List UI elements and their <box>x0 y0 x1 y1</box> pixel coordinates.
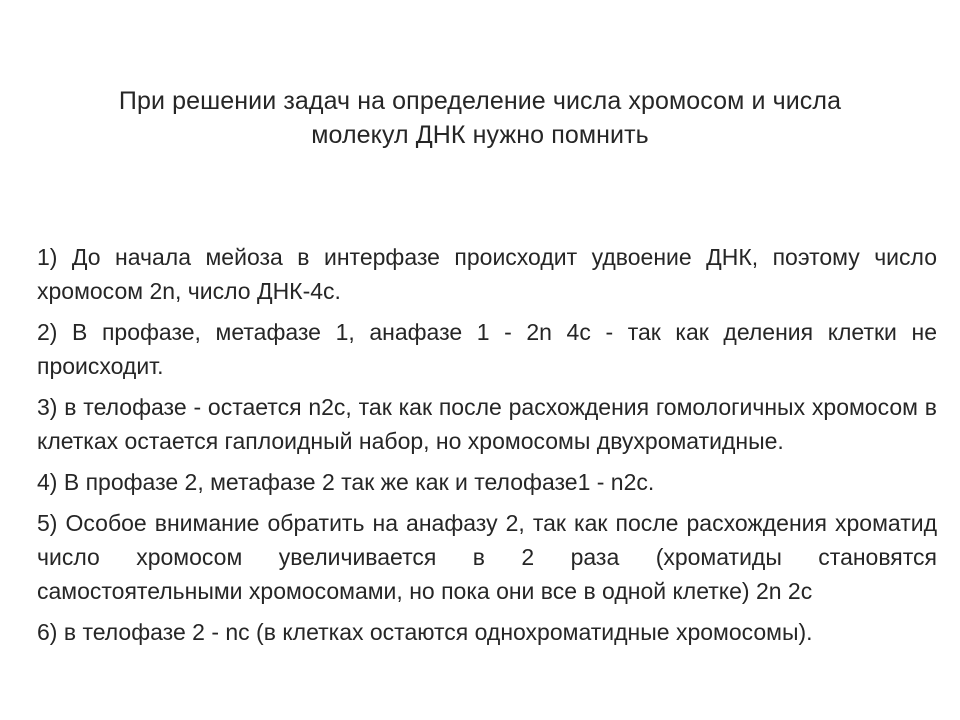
slide-body <box>37 240 937 649</box>
slide-title-line-1: При решении задач на определение числа хромосом и числа <box>118 87 842 115</box>
list-item-2: 2) В профазе, метафазе 1, анафазе 1 - 2n 4c - так как деления клетки не происходит. <box>37 319 937 379</box>
slide-title-line-2: молекул ДНК нужно помнить <box>311 121 649 149</box>
slide-title <box>60 84 900 152</box>
list-item-5: 5) Особое внимание обратить на анафазу 2, так как после расхождения хроматид число хромосом увеличивается в 2 раза (хроматиды становятся самостоятельными хромосомами, но пока они все в одной клетке) 2n 2c <box>37 510 937 604</box>
list-item-3: 3) в телофазе - остается n2c, так как после расхождения гомологичных хромосом в клетках остается гаплоидный набор, но хромосомы двухроматидные. <box>37 394 937 454</box>
list-item-6: 6) в телофазе 2 - nc (в клетках остаются однохроматидные хромосомы). <box>37 619 813 645</box>
list-item-4: 4) В профазе 2, метафазе 2 так же как и телофазе1 - n2c. <box>37 469 655 495</box>
list-item-1: 1) До начала мейоза в интерфазе происходит удвоение ДНК, поэтому число хромосом 2n, число ДНК-4c. <box>37 244 937 304</box>
